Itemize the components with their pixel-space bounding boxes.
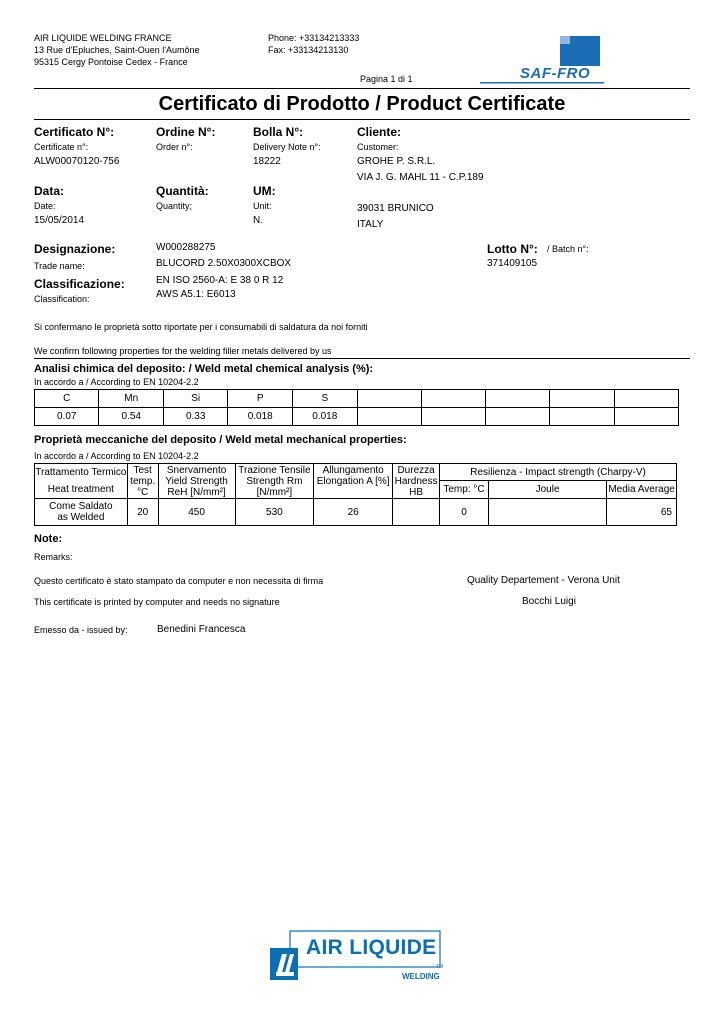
designation-sublabel: Trade name: [34, 261, 85, 271]
chem-header-cell: P [228, 390, 293, 408]
elongation-header-1: Allungamento [322, 465, 384, 476]
unit-value: N. [253, 215, 263, 226]
chem-header-cell [550, 390, 614, 408]
test-temp-header [127, 464, 158, 499]
signer-name: Bocchi Luigi [522, 596, 576, 607]
product-code: W000288275 [156, 242, 216, 253]
chem-header-cell [486, 390, 550, 408]
chem-value-cell [357, 408, 421, 426]
chem-section-title: Analisi chimica del deposito: / Weld metal chemical analysis (%): [34, 363, 374, 375]
printed-notice-italian: Questo certificato è stato stampato da computer e non necessita di firma [34, 576, 324, 586]
yield-strength-header-1: Snervamento [166, 464, 227, 476]
chem-value-cell [421, 408, 485, 426]
hardness-header [393, 464, 440, 499]
client-name: GROHE P. S.R.L. [357, 156, 436, 167]
test-temp-header-2: temp. [130, 475, 156, 487]
delivery-note-sublabel: Delivery Note n°: [253, 142, 321, 152]
chem-header-cell [421, 390, 485, 408]
date-value: 15/05/2014 [34, 215, 85, 226]
chem-value-cell: 0.33 [163, 408, 227, 426]
impact-joule-header: Joule [488, 481, 606, 499]
chem-header-cell: Si [163, 390, 227, 408]
hardness-value [393, 499, 440, 526]
company-address-line2: 95315 Cergy Pontoise Cedex - France [34, 57, 188, 67]
page-number: Pagina 1 di 1 [360, 74, 413, 84]
heat-treatment-header [35, 464, 128, 499]
mech-section-title: Proprietà meccaniche del deposito / Weld metal mechanical properties: [34, 434, 407, 446]
quantity-sublabel: Quantity; [156, 201, 193, 211]
chem-value-cell: 0.018 [293, 408, 358, 426]
classification-label: Classificazione: [34, 277, 125, 291]
remarks-label: Remarks: [34, 552, 73, 562]
heat-treatment-header-en: Heat treatment [47, 484, 114, 495]
client-label: Cliente: [357, 125, 402, 139]
order-label: Ordine N°: [156, 125, 216, 139]
hardness-header-2: Hardness [394, 475, 438, 487]
lot-number: 371409105 [487, 258, 538, 269]
tensile-strength-header-1: Trazione Tensile [238, 464, 311, 476]
mech-table [34, 463, 677, 526]
quantity-label: Quantità: [156, 184, 209, 198]
yield-strength-header-2: Yield Strength [165, 475, 228, 487]
order-sublabel: Order n°: [156, 142, 193, 152]
page-title: Certificato di Prodotto / Product Certificate [158, 93, 566, 115]
hardness-header-3: HB [409, 486, 424, 498]
unit-sublabel: Unit: [253, 201, 272, 211]
chem-value-cell: 0.07 [35, 408, 99, 426]
delivery-note-number: 18222 [253, 156, 281, 167]
test-temp-header-1: Test [133, 464, 152, 476]
delivery-note-label: Bolla N°: [253, 125, 304, 139]
elongation-value: 26 [314, 499, 393, 526]
printed-notice-english: This certificate is printed by computer and needs no signature [34, 597, 280, 607]
section-rule-chem [34, 358, 690, 359]
company-phone: Phone: +33134213333 [268, 33, 360, 43]
notes-title: Note: [34, 533, 63, 545]
unit-label: UM: [253, 184, 276, 198]
chem-header-cell: Mn [99, 390, 163, 408]
title-bottom-rule [34, 119, 690, 120]
issued-by-name: Benedini Francesca [157, 624, 246, 635]
heat-treatment-value-en: as Welded [57, 512, 105, 523]
certificate-number: ALW00070120-756 [34, 156, 120, 167]
lot-sublabel: / Batch n°: [547, 244, 589, 254]
chem-header-cell [614, 390, 678, 408]
air-liquide-logo-text: AIR LIQUIDE [306, 936, 437, 959]
tensile-strength-header-2: Strength Rm [246, 475, 303, 487]
heat-treatment-value-it: Come Saldato [49, 501, 113, 512]
company-fax: Fax: +33134213130 [268, 45, 349, 55]
client-address-line1: VIA J. G. MAHL 11 - C.P.189 [357, 172, 484, 183]
mech-header-row [35, 464, 677, 481]
chem-value-cell [550, 408, 614, 426]
impact-temp-value: 0 [440, 499, 489, 526]
trade-name: BLUCORD 2.50X0300XCBOX [156, 258, 292, 269]
chem-value-cell: 0.54 [99, 408, 163, 426]
tensile-strength-header [235, 464, 314, 499]
date-sublabel: Date: [34, 201, 56, 211]
certificate-label: Certificato N°: [34, 125, 115, 139]
impact-temp-header: Temp: °C [440, 481, 489, 499]
chem-header-row [35, 390, 679, 408]
chem-table [34, 389, 679, 426]
chem-value-cell: 0.018 [228, 408, 293, 426]
client-sublabel: Customer: [357, 142, 399, 152]
confirmation-italian: Si confermano le proprietà sotto riportate per i consumabili di saldatura da noi forniti [34, 322, 368, 332]
confirmation-english: We confirm following properties for the welding filler metals delivered by us [34, 346, 332, 356]
yield-strength-value: 450 [158, 499, 235, 526]
test-temp-header-3: °C [137, 486, 149, 498]
issued-by-label: Emesso da - issued by: [34, 625, 128, 635]
air-liquide-logo [268, 928, 448, 984]
impact-average-value: 65 [607, 499, 677, 526]
yield-strength-header-3: ReH [N/mm²] [167, 486, 226, 498]
company-address-line1: 13 Rue d'Epluches, Saint-Ouen l'Aumône [34, 45, 200, 55]
impact-strength-header: Resilienza - Impact strength (Charpy-V) [440, 464, 677, 481]
designation-label: Designazione: [34, 242, 116, 256]
chem-value-cell [486, 408, 550, 426]
elongation-header [314, 464, 393, 499]
chem-value-cell [614, 408, 678, 426]
impact-average-header: Media Average [607, 481, 677, 499]
air-liquide-tm: TM [436, 964, 444, 970]
chem-header-cell: S [293, 390, 358, 408]
elongation-header-2: Elongation A [%] [316, 476, 390, 487]
heat-treatment-header-it: Trattamento Termico [35, 467, 127, 478]
chem-standard: In accordo a / According to EN 10204-2.2 [34, 377, 199, 387]
heat-treatment-value [35, 499, 128, 526]
certificate-sublabel: Certificate n°: [34, 142, 89, 152]
saf-fro-logo [480, 36, 604, 86]
tensile-strength-header-3: [N/mm²] [256, 486, 293, 498]
classification-aws: AWS A5.1: E6013 [156, 289, 236, 300]
classification-sublabel: Classification: [34, 294, 90, 304]
chem-header-cell [357, 390, 421, 408]
quality-department: Quality Departement - Verona Unit [467, 575, 620, 586]
air-liquide-welding-text: WELDING [402, 972, 440, 981]
date-label: Data: [34, 184, 65, 198]
tensile-strength-value: 530 [235, 499, 314, 526]
chem-value-row [35, 408, 679, 426]
mech-value-row [35, 499, 677, 526]
hardness-header-1: Durezza [397, 464, 435, 476]
company-name: AIR LIQUIDE WELDING FRANCE [34, 33, 172, 43]
client-address-line3: ITALY [357, 219, 384, 230]
lot-label: Lotto N°: [487, 242, 538, 256]
client-address-line2: 39031 BRUNICO [357, 203, 434, 214]
saf-fro-logo-text: SAF-FRO [520, 65, 591, 82]
title-top-rule [34, 88, 690, 89]
impact-joule-value [488, 499, 606, 526]
yield-strength-header [158, 464, 235, 499]
mech-standard: In accordo a / According to EN 10204-2.2 [34, 451, 199, 461]
test-temp-value: 20 [127, 499, 158, 526]
classification-en-iso: EN ISO 2560-A: E 38 0 R 12 [156, 275, 284, 286]
chem-header-cell: C [35, 390, 99, 408]
